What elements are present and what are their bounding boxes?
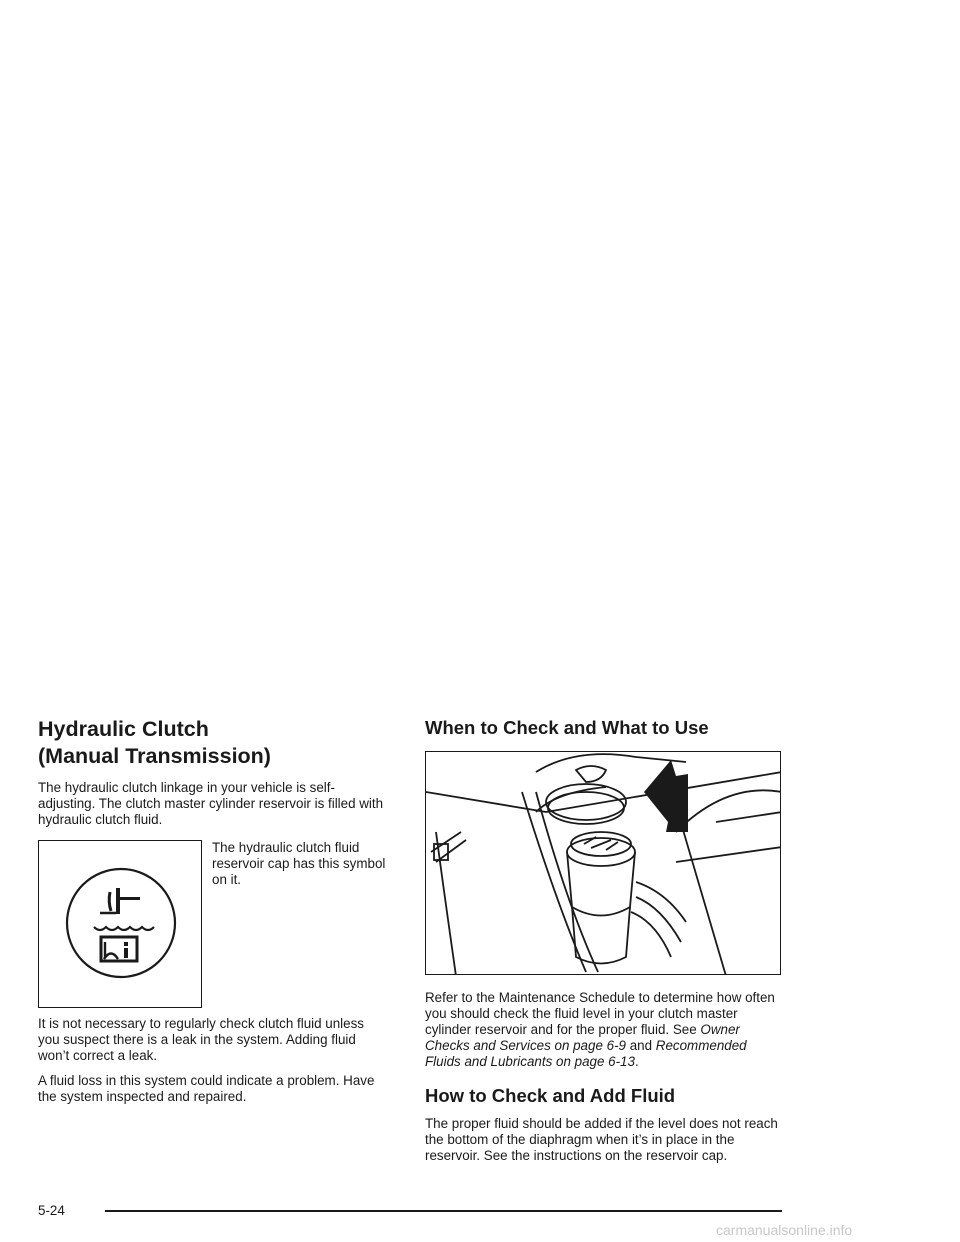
check-paragraph: It is not necessary to regularly check clutch fluid unless you suspect there is a leak in the system. Adding fluid won’t correct a leak.: [38, 1016, 364, 1063]
clutch-fluid-symbol-icon: [64, 866, 178, 980]
section-title-how-to-check: How to Check and Add Fluid: [425, 1085, 676, 1106]
intro-paragraph: The hydraulic clutch linkage in your vehicle is self-adjusting. The clutch master cylinder reservoir is filled with hydraulic clutch fluid.: [38, 780, 384, 827]
refer-paragraph: [425, 990, 785, 1070]
right-column: [425, 716, 785, 1173]
footer-rule: [105, 1210, 782, 1212]
and-text: and: [629, 1038, 653, 1053]
clutch-reservoir-illustration: [426, 752, 781, 975]
refer-end: .: [634, 1054, 639, 1069]
refer-text: Refer to the Maintenance Schedule to determine how often you should check the fluid level in your clutch master cylinder reservoir and for the proper fluid. See: [425, 990, 775, 1037]
title-line-1: Hydraulic Clutch: [38, 717, 209, 741]
symbol-caption: The hydraulic clutch fluid reservoir cap has this symbol on it.: [212, 840, 386, 887]
recommended-fluids-link[interactable]: Recommended Fluids and Lubricants on page 6-13: [425, 1038, 747, 1069]
left-column: [38, 716, 388, 1114]
reservoir-illustration: [425, 751, 781, 975]
section-title-hydraulic-clutch: [38, 716, 388, 770]
how-paragraph: The proper fluid should be added if the level does not reach the bottom of the diaphragm when it’s in place in the reservoir. See the instructions on the reservoir cap.: [425, 1116, 778, 1163]
watermark: carmanualsonline.info: [716, 1222, 853, 1238]
title-line-2: (Manual Transmission): [38, 744, 271, 768]
page-number: 5-24: [38, 1203, 65, 1218]
symbol-box: [38, 840, 202, 1008]
owner-checks-link[interactable]: Owner Checks and Services on page 6-9: [425, 1022, 740, 1053]
fluid-loss-paragraph: A fluid loss in this system could indicate a problem. Have the system inspected and repaired.: [38, 1073, 375, 1104]
symbol-row: [38, 840, 388, 1016]
section-title-when-to-check: When to Check and What to Use: [425, 717, 709, 738]
